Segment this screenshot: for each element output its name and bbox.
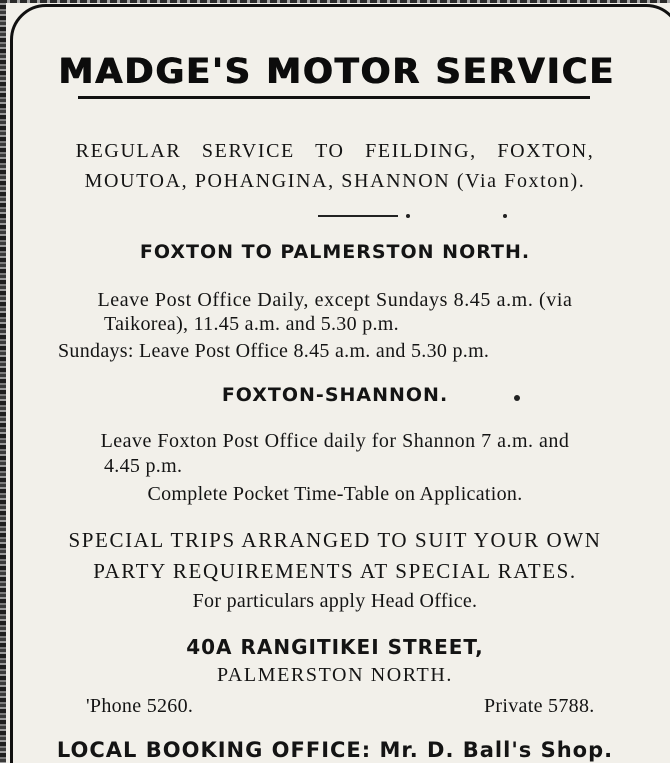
special-trips-line-2: PARTY REQUIREMENTS AT SPECIAL RATES. — [93, 559, 577, 583]
title-underline — [78, 96, 590, 99]
booking-office: LOCAL BOOKING OFFICE: Mr. D. Ball's Shop. — [56, 738, 614, 762]
timetable-note: Complete Pocket Time-Table on Application. — [147, 483, 523, 505]
advert-title — [0, 52, 670, 92]
shannon-line-1: Leave Foxton Post Office daily for Shannon 7 a.m. and — [100, 430, 570, 452]
address-city: PALMERSTON NORTH. — [216, 664, 454, 686]
special-trips-line-1: SPECIAL TRIPS ARRANGED TO SUIT YOUR OWN — [68, 528, 602, 552]
scan-edge-top — [0, 0, 670, 3]
schedule-line-1: Leave Post Office Daily, except Sundays 8.45 a.m. (via — [97, 289, 573, 311]
particulars-line: For particulars apply Head Office. — [192, 590, 478, 612]
section-heading-foxton-shannon: FOXTON-SHANNON. — [221, 384, 449, 406]
shannon-line-2: 4.45 p.m. — [104, 455, 183, 477]
print-dot — [514, 395, 520, 401]
schedule-line-2: Taikorea), 11.45 a.m. and 5.30 p.m. — [104, 313, 399, 335]
address-street: 40A RANGITIKEI STREET, — [186, 635, 484, 659]
advert-title-text: MADGE'S MOTOR SERVICE — [58, 52, 616, 92]
phone-number: 'Phone 5260. — [86, 695, 194, 717]
intro-line-1: REGULAR SERVICE TO FEILDING, FOXTON, — [75, 140, 595, 162]
intro-line-2: MOUTOA, POHANGINA, SHANNON (Via Foxton). — [84, 170, 586, 192]
divider-dot — [503, 214, 507, 218]
private-number: Private 5788. — [484, 695, 595, 717]
schedule-line-sundays: Sundays: Leave Post Office 8.45 a.m. and 5.30 p.m. — [58, 340, 490, 362]
divider-dot — [406, 214, 410, 218]
section-divider — [318, 215, 398, 217]
section-heading-foxton-palmerston: FOXTON TO PALMERSTON NORTH. — [139, 241, 531, 263]
